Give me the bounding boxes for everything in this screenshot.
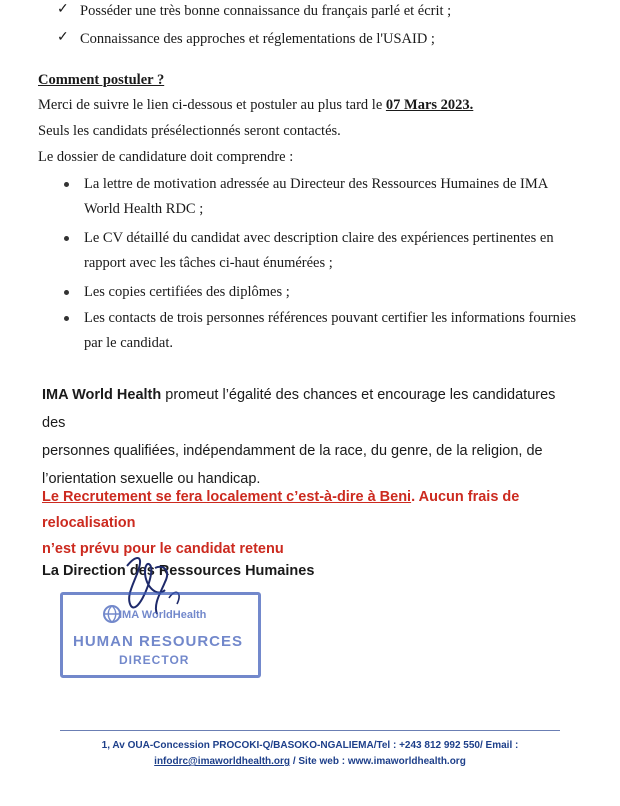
list-item-line: World Health RDC ; <box>84 201 204 217</box>
bullet-icon <box>64 316 69 321</box>
list-item-line: Les contacts de trois personnes références pouvant certifier les informations fournies <box>84 310 577 326</box>
footer <box>0 738 620 770</box>
list-item-line: La lettre de motivation adressée au Directeur des Ressources Humaines de IMA <box>84 176 549 192</box>
check-icon: ✓ <box>57 30 69 45</box>
requirement-item: Connaissance des approches et réglementations de l'USAID ; <box>80 31 435 47</box>
org-name: IMA World Health <box>42 387 162 403</box>
list-item <box>84 229 584 272</box>
globe-icon <box>103 605 121 623</box>
section-heading: Comment postuler ? <box>38 72 165 88</box>
stamp-org-text: IMA WorldHealth <box>119 609 207 621</box>
hr-stamp <box>60 592 261 678</box>
apply-instruction <box>38 96 473 114</box>
apply-instruction-text: Merci de suivre le lien ci-dessous et postuler au plus tard le <box>38 97 386 113</box>
list-item-line: rapport avec les tâches ci-haut énumérées ; <box>84 255 333 271</box>
stamp-org <box>119 609 206 621</box>
apply-dossier-intro: Le dossier de candidature doit comprendre : <box>38 149 294 165</box>
bullet-icon <box>64 236 69 241</box>
footer-site: / Site web : www.imaworldhealth.org <box>290 756 466 767</box>
equality-line: personnes qualifiées, indépendamment de la race, du genre, de la religion, de <box>42 443 543 459</box>
stamp-subtitle: DIRECTOR <box>119 653 190 667</box>
list-item <box>84 175 584 218</box>
requirement-item: Posséder une très bonne connaissance du français parlé et écrit ; <box>80 3 452 19</box>
equality-line: l’orientation sexuelle ou handicap. <box>42 471 261 487</box>
footer-divider <box>60 730 560 731</box>
list-item-line: par le candidat. <box>84 335 173 351</box>
footer-email[interactable]: infodrc@imaworldhealth.org <box>154 756 291 767</box>
bullet-icon <box>64 182 69 187</box>
footer-contact <box>0 754 620 770</box>
recruitment-line: . Aucun frais de relocalisation <box>42 489 520 531</box>
list-item <box>84 283 584 301</box>
stamp-title: HUMAN RESOURCES <box>73 633 244 650</box>
equality-line: promeut l’égalité des chances et encourage les candidatures des <box>42 387 556 431</box>
recruitment-line: n’est prévu pour le candidat retenu <box>42 541 284 557</box>
apply-note: Seuls les candidats présélectionnés seront contactés. <box>38 123 341 139</box>
recruitment-location: Le Recrutement se fera localement c’est-à-dire à Beni <box>42 489 412 505</box>
signatory: La Direction des Ressources Humaines <box>42 563 315 579</box>
deadline: 07 Mars 2023. <box>385 97 474 113</box>
equality-statement <box>42 381 582 493</box>
footer-address: 1, Av OUA-Concession PROCOKI-Q/BASOKO-NGALIEMA/Tel : +243 812 992 550/ Email : <box>101 740 519 751</box>
check-icon: ✓ <box>57 2 69 17</box>
bullet-icon <box>64 290 69 295</box>
list-item-line: Les copies certifiées des diplômes ; <box>84 284 290 300</box>
list-item-line: Le CV détaillé du candidat avec description claire des expériences pertinentes en <box>84 230 554 246</box>
list-item <box>84 309 594 352</box>
